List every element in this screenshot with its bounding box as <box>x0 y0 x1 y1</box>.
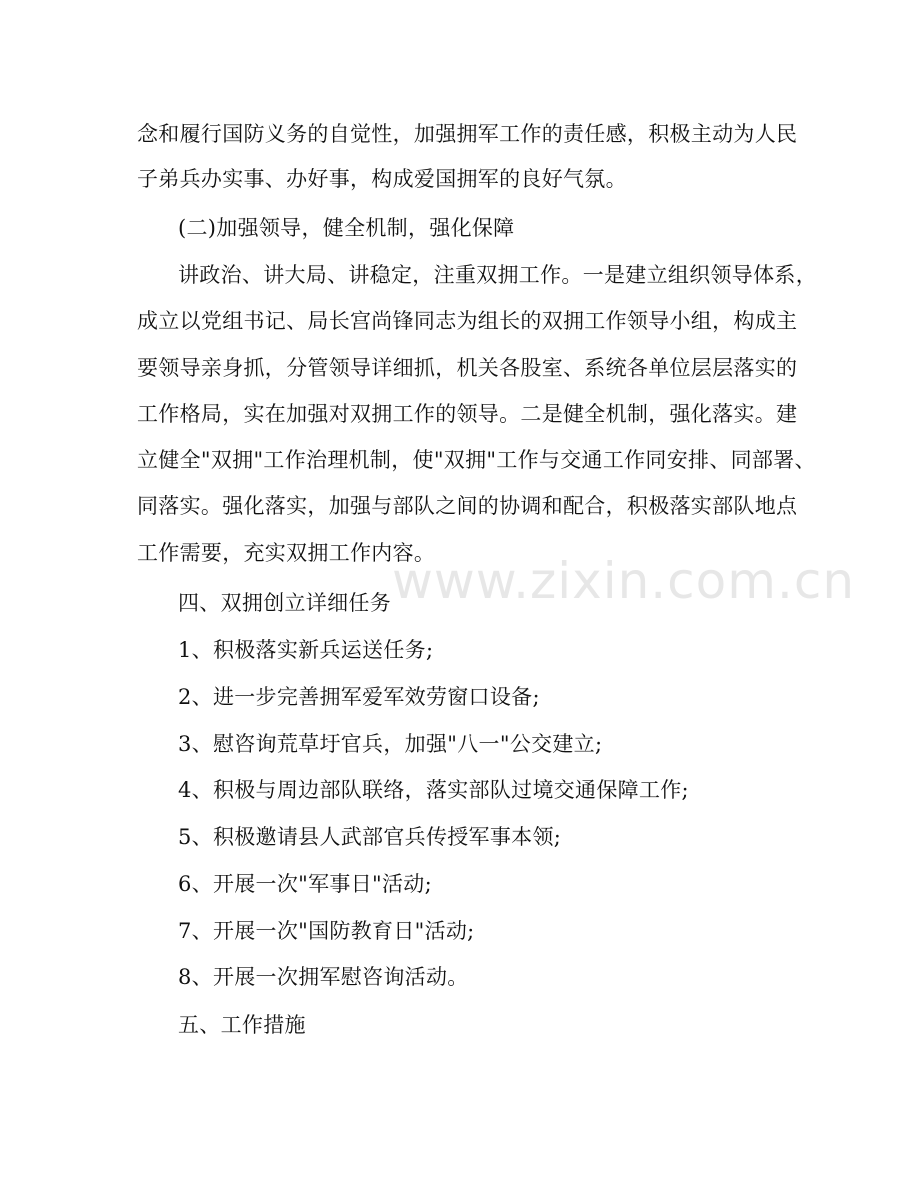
list-item: 2、进一步完善拥军爱军效劳窗口设备; <box>178 685 540 709</box>
paragraph-line: 念和履行国防义务的自觉性，加强拥军工作的责任感，积极主动为人民 <box>137 122 798 146</box>
section-heading: 五、工作措施 <box>178 1013 306 1037</box>
list-item: 5、积极邀请县人武部官兵传授军事本领; <box>178 825 562 849</box>
list-item: 8、开展一次拥军慰咨询活动。 <box>178 965 469 989</box>
section-heading: 四、双拥创立详细任务 <box>178 591 391 615</box>
paragraph-line: 要领导亲身抓，分管领导详细抓，机关各股室、系统各单位层层落实的 <box>137 356 798 380</box>
paragraph-line: 同落实。强化落实，加强与部队之间的协调和配合，积极落实部队地点 <box>137 494 798 518</box>
section-heading: (二)加强领导，健全机制，强化保障 <box>178 216 515 240</box>
list-item: 3、慰咨询荒草圩官兵，加强"八一"公交建立; <box>178 732 603 756</box>
list-item: 7、开展一次"国防教育日"活动; <box>178 919 475 943</box>
paragraph-line: 立健全"双拥"工作治理机制，使"双拥"工作与交通工作同安排、同部署、 <box>137 448 816 472</box>
paragraph-line: 成立以党组书记、局长宫尚锋同志为组长的双拥工作领导小组，构成主 <box>137 309 798 333</box>
paragraph-line: 工作格局，实在加强对双拥工作的领导。二是健全机制，强化落实。建 <box>137 402 798 426</box>
paragraph-line: 讲政治、讲大局、讲稳定，注重双拥工作。一是建立组织领导体系， <box>178 263 817 287</box>
list-item: 1、积极落实新兵运送任务; <box>178 638 434 662</box>
paragraph-line: 子弟兵办实事、办好事，构成爱国拥军的良好气氛。 <box>137 167 627 191</box>
watermark: www.zixin.com.cn <box>392 552 856 610</box>
list-item: 4、积极与周边部队联络，落实部队过境交通保障工作; <box>178 778 689 802</box>
list-item: 6、开展一次"军事日"活动; <box>178 872 432 896</box>
paragraph-line: 工作需要，充实双拥工作内容。 <box>137 541 436 565</box>
